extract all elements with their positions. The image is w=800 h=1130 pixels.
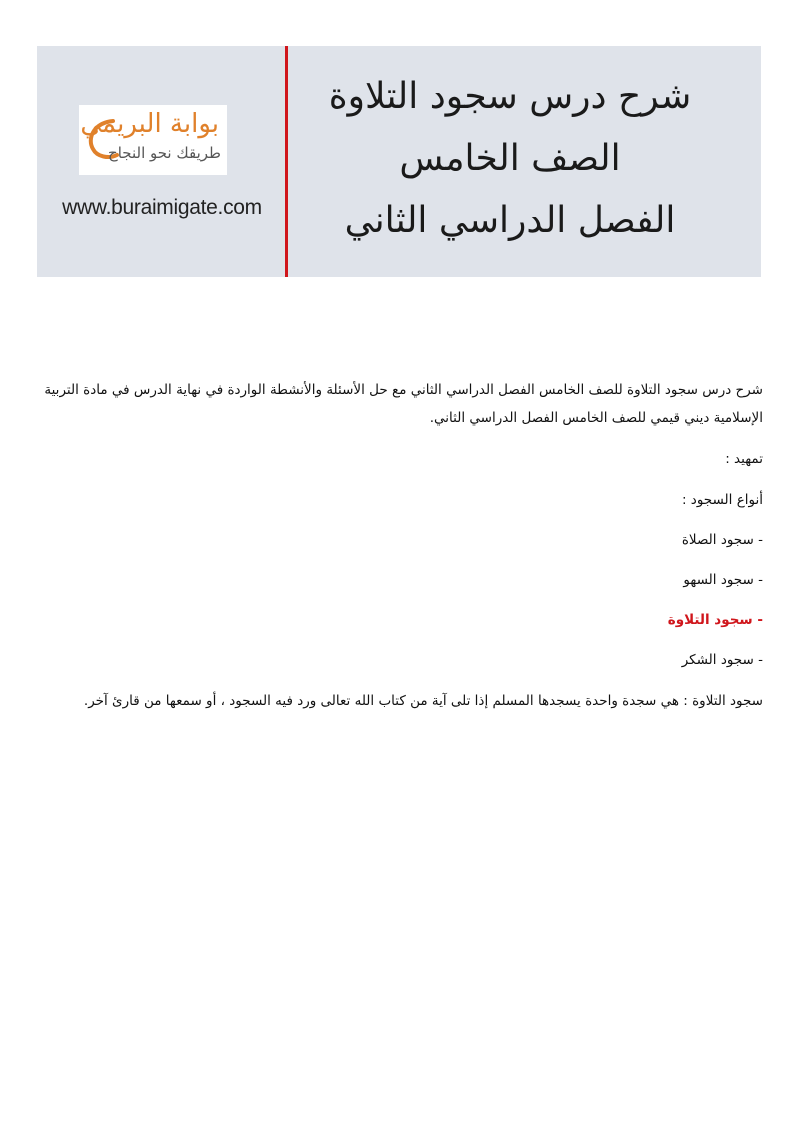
definition-paragraph: سجود التلاوة : هي سجدة واحدة يسجدها المسلم إذا تلى آية من كتاب الله تعالى ورد فيه السجود ، أو سمعها من قارئ آخر. xyxy=(83,693,763,709)
title-line-1: شرح درس سجود التلاوة xyxy=(328,76,692,117)
list-item: - سجود الشكر xyxy=(681,652,763,668)
title-line-3: الفصل الدراسي الثاني xyxy=(344,200,676,241)
preface-label: تمهيد : xyxy=(725,451,763,467)
list-item: - سجود السهو xyxy=(683,572,763,588)
title-line-2: الصف الخامس xyxy=(399,138,621,179)
intro-paragraph: شرح درس سجود التلاوة للصف الخامس الفصل الدراسي الثاني مع حل الأسئلة والأنشطة الواردة في نهاية الدرس في مادة التربية الإسلامية ديني قيمي للصف الخامس الفصل الدراسي الثاني. xyxy=(44,382,763,426)
list-item-highlighted: - سجود التلاوة xyxy=(667,612,763,628)
list-item: - سجود الصلاة xyxy=(681,532,763,548)
site-logo[interactable] xyxy=(79,105,227,175)
types-label: أنواع السجود : xyxy=(681,492,763,508)
header-divider xyxy=(285,46,288,277)
lesson-content xyxy=(37,376,763,715)
website-url: www.buraimigate.com xyxy=(62,196,262,219)
logo-main-text: بوابة البريمي xyxy=(80,109,219,139)
logo-tagline: طريقك نحو النجاح xyxy=(108,144,221,162)
page-title xyxy=(300,66,720,252)
